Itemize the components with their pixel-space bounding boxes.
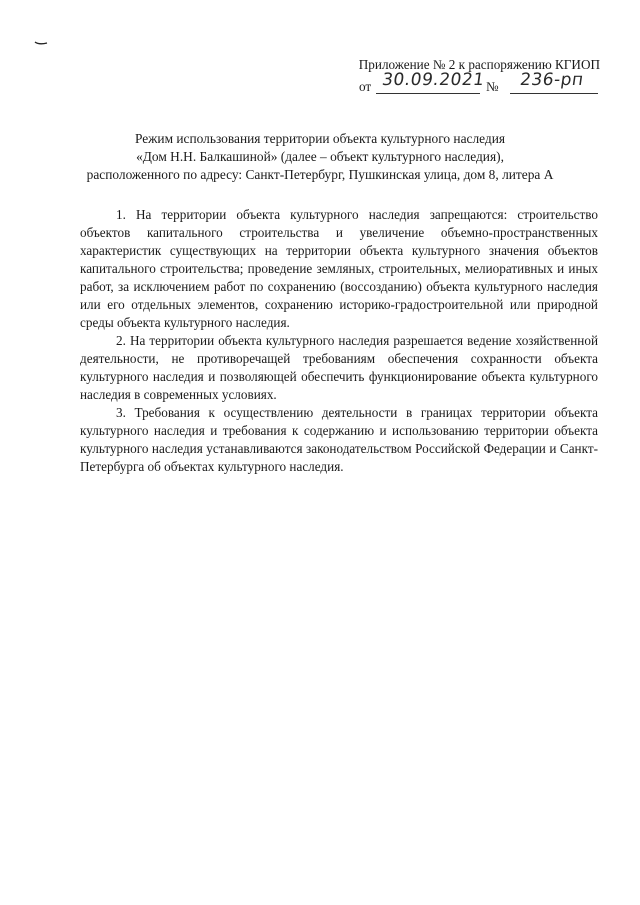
paragraph-2: 2. На территории объекта культурного наследия разрешается ведение хозяйственной деятельности, не противоречащей требованиям обеспечения сохранности объекта культурного наследия и позволяющей обеспечить функционирование объекта культурного наследия в современных условиях. <box>80 333 598 402</box>
title-line-3: расположенного по адресу: Санкт-Петербург, Пушкинская улица, дом 8, литера А <box>86 167 554 182</box>
paragraph-3: 3. Требования к осуществлению деятельности в границах территории объекта культурного наследия и требования к содержанию и использованию территории объекта культурного наследия устанавливаются законодательством Российской Федерации и Санкт-Петербурга об объектах культурного наследия. <box>80 405 598 474</box>
handwritten-number: 236-рп <box>518 70 585 90</box>
scan-mark <box>34 40 48 46</box>
from-label: от <box>359 79 372 94</box>
paragraph-1: 1. На территории объекта культурного наследия запрещаются: строительство объектов капитального строительства и увеличение объемно-пространственных характеристик существующих на территории объекта культурного значения объектов капитального строительства; проведение земляных, строительных, мелиоративных и иных работ, за исключением работ по сохранению (воссозданию) объекта культурного наследия или его отдельных элементов, сохранению историко-градостроительной или природной среды объекта культурного наследия. <box>80 207 598 330</box>
title-line-2: «Дом Н.Н. Балкашиной» (далее – объект культурного наследия), <box>136 149 504 164</box>
document-body <box>80 206 598 476</box>
document-title <box>80 130 560 184</box>
number-underline <box>510 93 598 94</box>
number-label: № <box>486 79 499 94</box>
title-line-1: Режим использования территории объекта культурного наследия <box>134 131 506 146</box>
appendix-header <box>340 56 600 97</box>
appendix-date-number-line <box>340 70 600 97</box>
handwritten-date: 30.09.2021 <box>380 70 486 90</box>
appendix-title: Приложение № 2 к распоряжению КГИОП <box>358 57 600 72</box>
date-underline <box>376 93 480 94</box>
